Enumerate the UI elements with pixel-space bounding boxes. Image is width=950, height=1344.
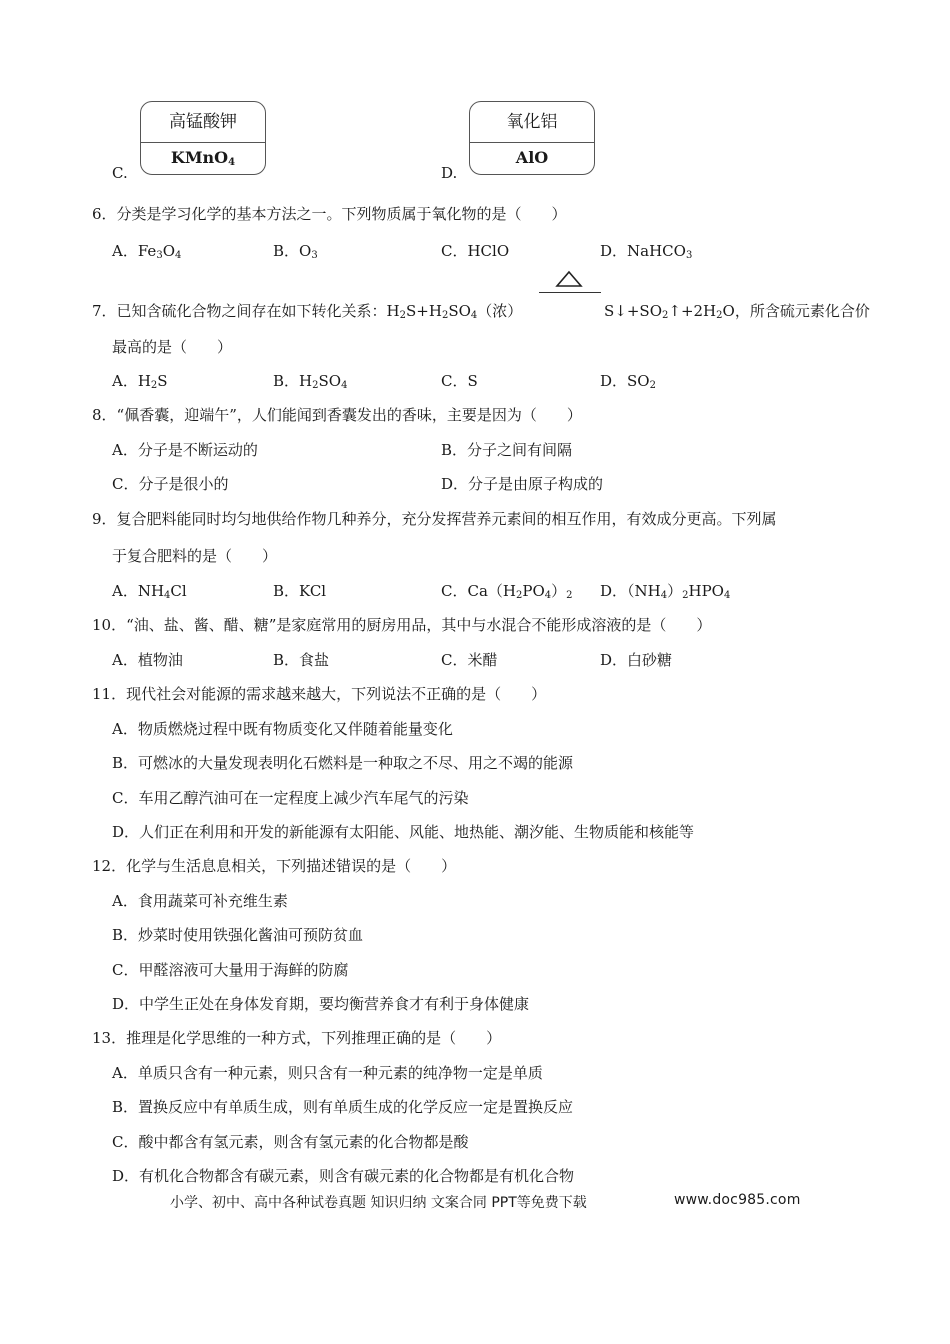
question-9-stem: 9．复合肥料能同时均匀地供给作物几种养分，充分发挥营养元素间的相互作用，有效成分更高。下列属 (92, 510, 777, 528)
question-8-stem: 8．“佩香囊，迎端午”，人们能闻到香囊发出的香味，主要是因为（ ） (92, 406, 582, 424)
q9-option-c: C．$Ca(H_2PO_4)_2$ (441, 582, 573, 601)
question-13-stem: 13．推理是化学思维的一种方式，下列推理正确的是（ ） (92, 1029, 502, 1047)
q7-option-c: C．S (441, 372, 478, 390)
footer-url[interactable]: www.doc985.com (674, 1192, 801, 1208)
q10-option-b: B．食盐 (273, 651, 330, 669)
question-7-products: $S↓+SO_2↑+2H_2O$，所含硫元素化合价 (604, 302, 870, 321)
footer-promo-text: 小学、初中、高中各种试卷真题 知识归纳 文案合同 PPT等免费下载 (170, 1195, 587, 1211)
question-12-stem: 12．化学与生活息息相关，下列描述错误的是（ ） (92, 857, 457, 875)
question-10-stem: 10．“油、盐、酱、醋、糖”是家庭常用的厨房用品，其中与水混合不能形成溶液的是（ ） (92, 616, 712, 634)
q13-option-c: C．酸中都含有氢元素，则含有氢元素的化合物都是酸 (112, 1133, 469, 1151)
q6-option-c: C．HClO (441, 242, 510, 260)
q10-option-a: A．植物油 (112, 651, 183, 669)
q11-option-d: D．人们正在利用和开发的新能源有太阳能、风能、地热能、潮汐能、生物质能和核能等 (112, 823, 695, 841)
question-7-stem: 7．已知含硫化合物之间存在如下转化关系：$H_2S+H_2SO_4$（浓） (92, 302, 523, 321)
q10-option-d: D．白砂糖 (600, 651, 673, 669)
q12-option-c: C．甲醛溶液可大量用于海鲜的防腐 (112, 961, 349, 979)
reagent-name: 氧化铝 (470, 102, 594, 143)
q13-option-d: D．有机化合物都含有碳元素，则含有碳元素的化合物都是有机化合物 (112, 1167, 575, 1185)
question-9-stem-line2: 于复合肥料的是（ ） (112, 547, 278, 565)
reagent-name: 高锰酸钾 (141, 102, 265, 143)
q13-option-b: B．置换反应中有单质生成，则有单质生成的化学反应一定是置换反应 (112, 1098, 574, 1116)
option-c-letter: C. (112, 164, 128, 182)
question-6-stem: 6．分类是学习化学的基本方法之一。下列物质属于氧化物的是（ ） (92, 205, 567, 223)
reaction-arrow-line (539, 292, 601, 293)
q7-option-b: B．$H_2SO_4$ (273, 372, 348, 391)
q7-option-a: A．$H_2S$ (112, 372, 168, 391)
q6-option-d: D．NaHCO$_3$ (600, 242, 693, 261)
q9-option-d: D．$(NH_4)_2HPO_4$ (600, 582, 731, 601)
q6-option-a: A．$Fe_3O_4$ (112, 242, 182, 261)
question-11-stem: 11．现代社会对能源的需求越来越大，下列说法不正确的是（ ） (92, 685, 547, 703)
q12-option-b: B．炒菜时使用铁强化酱油可预防贫血 (112, 926, 364, 944)
q11-option-a: A．物质燃烧过程中既有物质变化又伴随着能量变化 (112, 720, 453, 738)
heat-condition-symbol (551, 270, 587, 288)
q8-option-c: C．分子是很小的 (112, 475, 229, 493)
q13-option-a: A．单质只含有一种元素，则只含有一种元素的纯净物一定是单质 (112, 1064, 543, 1082)
q9-option-b: B．KCl (273, 582, 327, 600)
reagent-formula: KMnO$_4$ (170, 148, 236, 168)
q9-option-a: A．$NH_4Cl$ (112, 582, 187, 601)
q8-option-b: B．分子之间有间隔 (441, 441, 573, 459)
reagent-label-kmno4 (140, 101, 266, 175)
q7-option-d: D．$SO_2$ (600, 372, 656, 391)
q10-option-c: C．米醋 (441, 651, 498, 669)
q8-option-a: A．分子是不断运动的 (112, 441, 258, 459)
q12-option-d: D．中学生正处在身体发育期，要均衡营养食才有利于身体健康 (112, 995, 530, 1013)
q8-option-d: D．分子是由原子构成的 (441, 475, 604, 493)
reagent-label-alo (469, 101, 595, 175)
q12-option-a: A．食用蔬菜可补充维生素 (112, 892, 288, 910)
reagent-formula: AlO (515, 148, 549, 167)
q11-option-c: C．车用乙醇汽油可在一定程度上减少汽车尾气的污染 (112, 789, 469, 807)
question-7-stem-line2: 最高的是（ ） (112, 338, 233, 356)
q6-option-b: B．$O_3$ (273, 242, 318, 261)
q11-option-b: B．可燃冰的大量发现表明化石燃料是一种取之不尽、用之不竭的能源 (112, 754, 574, 772)
option-d-letter: D. (441, 164, 458, 182)
